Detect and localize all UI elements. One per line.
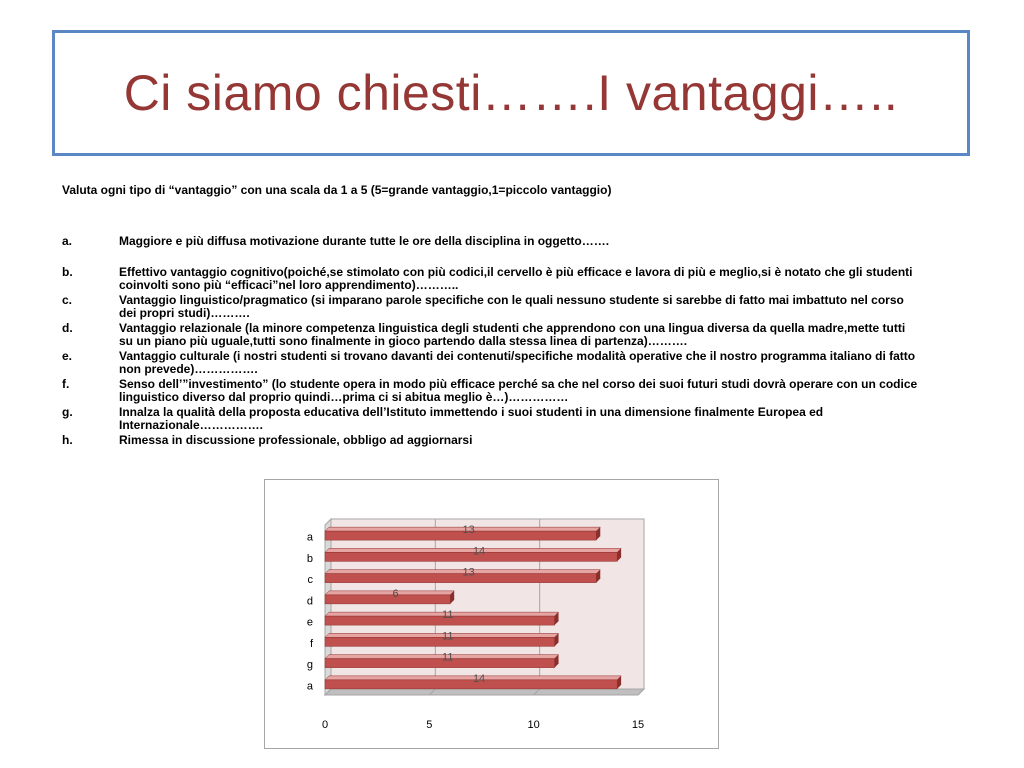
plot-side-wall bbox=[325, 519, 331, 695]
data-label: 11 bbox=[442, 630, 454, 643]
list-item-text: Innalza la qualità della proposta educativa dell’Istituto immettendo i suoi studenti in una dimensione finalmente Europea ed Internazionale……………. bbox=[119, 405, 824, 432]
title-box bbox=[52, 30, 970, 156]
list-item bbox=[62, 406, 922, 432]
y-category-label: c bbox=[307, 574, 313, 587]
chart-frame bbox=[264, 479, 719, 749]
list-item-text: Effettivo vantaggio cognitivo(poiché,se stimolato con più codici,il cervello è più efficace e lavora di più e meglio,si è notato che gli studenti coinvolti sono più “efficaci”nel loro apprendimento)……….. bbox=[119, 265, 913, 292]
data-label: 11 bbox=[442, 609, 454, 622]
bar bbox=[325, 595, 450, 604]
bar-chart bbox=[265, 480, 718, 748]
list-marker: d. bbox=[62, 321, 73, 335]
bar bbox=[325, 680, 617, 689]
bar-top bbox=[325, 591, 454, 595]
plot-floor bbox=[325, 689, 644, 695]
list-item bbox=[62, 294, 922, 320]
list-item-text: Senso dell’”investimento” (lo studente opera in modo più efficace perché sa che nel corso dei suoi futuri studi dovrà operare con un codice linguistico diverso dal proprio quindi…prima ci si abitua meglio è…)…………… bbox=[119, 377, 918, 404]
list-marker: c. bbox=[62, 293, 73, 307]
list-marker: f. bbox=[62, 377, 70, 391]
list-item bbox=[62, 266, 922, 292]
list-item bbox=[62, 322, 922, 348]
y-category-label: f bbox=[309, 637, 313, 650]
x-tick-label: 10 bbox=[527, 719, 540, 731]
y-category-label: e bbox=[306, 616, 313, 629]
bar bbox=[325, 637, 555, 646]
list-marker: h. bbox=[62, 433, 73, 447]
list-item bbox=[62, 378, 922, 404]
list-item-text: Vantaggio linguistico/pragmatico (si imparano parole specifiche con le quali nessuno studente si sarebbe di fatto mai imbattuto nel corso dei propri studi)………. bbox=[119, 293, 904, 320]
intro-text: Valuta ogni tipo di “vantaggio” con una scala da 1 a 5 (5=grande vantaggio,1=piccolo vantaggio) bbox=[62, 183, 612, 197]
list-marker: g. bbox=[62, 405, 73, 419]
list-item-text: Rimessa in discussione professionale, obbligo ad aggiornarsi bbox=[119, 433, 473, 447]
y-category-label: a bbox=[306, 531, 313, 544]
data-label: 14 bbox=[472, 672, 486, 685]
y-category-label: a bbox=[306, 680, 313, 693]
advantages-list bbox=[62, 235, 922, 449]
bar bbox=[325, 531, 596, 540]
data-label: 6 bbox=[392, 587, 399, 600]
list-item-text: Vantaggio relazionale (la minore competenza linguistica degli studenti che apprendono con una lingua diversa da quella madre,mette tutti su un piano più uguale,tutti sono finalmente in gioco partendo dalla stessa linea di partenza)………. bbox=[119, 321, 906, 348]
list-item bbox=[62, 434, 922, 447]
list-item-text: Vantaggio culturale (i nostri studenti si trovano davanti dei contenuti/specifiche modalità operative che il nostro programma italiano di fatto non prevede)……………. bbox=[119, 349, 916, 376]
y-category-label: d bbox=[306, 595, 313, 608]
y-category-label: b bbox=[306, 552, 313, 565]
data-label: 13 bbox=[462, 524, 475, 537]
bar bbox=[325, 574, 596, 583]
x-tick-label: 5 bbox=[426, 719, 433, 731]
list-item bbox=[62, 350, 922, 376]
list-item bbox=[62, 235, 922, 248]
y-category-label: g bbox=[306, 659, 313, 672]
bar bbox=[325, 552, 617, 561]
data-label: 13 bbox=[462, 566, 475, 579]
slide-title: Ci siamo chiesti…….I vantaggi….. bbox=[123, 65, 899, 121]
data-label: 14 bbox=[472, 545, 486, 558]
x-tick-label: 15 bbox=[631, 719, 645, 731]
list-marker: e. bbox=[62, 349, 73, 363]
list-marker: a. bbox=[62, 234, 73, 248]
bar bbox=[325, 616, 555, 625]
list-item-text: Maggiore e più diffusa motivazione durante tutte le ore della disciplina in oggetto……. bbox=[119, 234, 610, 248]
x-tick-label: 0 bbox=[321, 719, 329, 731]
list-marker: b. bbox=[62, 265, 73, 279]
data-label: 11 bbox=[442, 651, 454, 664]
bar bbox=[325, 659, 555, 668]
